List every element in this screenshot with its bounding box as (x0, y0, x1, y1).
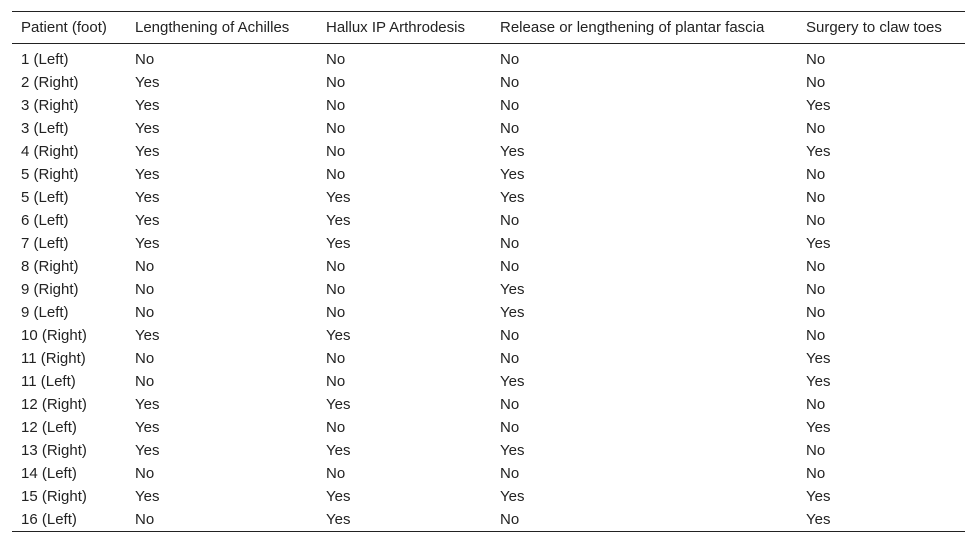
plantar-fascia-cell: Yes (500, 373, 525, 390)
patient-foot-cell: 11 (Left) (21, 373, 76, 390)
table-row (12, 255, 965, 278)
hallux-cell: Yes (326, 212, 351, 229)
achilles-cell: Yes (135, 419, 160, 436)
achilles-cell: No (135, 281, 155, 298)
plantar-fascia-cell: No (500, 511, 520, 528)
hallux-cell: No (326, 465, 346, 482)
patient-foot-cell: 2 (Right) (21, 74, 79, 91)
hallux-cell: No (326, 373, 346, 390)
hallux-cell: No (326, 74, 346, 91)
plantar-fascia-cell: No (500, 327, 520, 344)
patient-foot-cell: 6 (Left) (21, 212, 69, 229)
hallux-cell: No (326, 120, 346, 137)
hallux-cell: No (326, 143, 346, 160)
patient-foot-cell: 5 (Right) (21, 166, 79, 183)
hallux-cell: Yes (326, 189, 351, 206)
patient-foot-cell: 14 (Left) (21, 465, 77, 482)
claw-toes-cell: Yes (806, 488, 831, 505)
claw-toes-cell: No (806, 465, 826, 482)
hallux-cell: Yes (326, 327, 351, 344)
table-row (12, 301, 965, 324)
header-patient-foot: Patient (foot) (21, 19, 107, 36)
table-row (12, 416, 965, 439)
achilles-cell: No (135, 304, 155, 321)
achilles-cell: Yes (135, 442, 160, 459)
plantar-fascia-cell: No (500, 235, 520, 252)
patient-foot-cell: 1 (Left) (21, 51, 69, 68)
plantar-fascia-cell: No (500, 51, 520, 68)
patient-foot-cell: 13 (Right) (21, 442, 87, 459)
table-row (12, 370, 965, 393)
achilles-cell: Yes (135, 235, 160, 252)
plantar-fascia-cell: Yes (500, 143, 525, 160)
patient-foot-cell: 9 (Left) (21, 304, 69, 321)
table-row (12, 44, 965, 72)
table-row (12, 94, 965, 117)
patient-foot-cell: 16 (Left) (21, 511, 77, 528)
surgery-procedures-table (12, 11, 965, 532)
patient-foot-cell: 4 (Right) (21, 143, 79, 160)
achilles-cell: No (135, 465, 155, 482)
table-row (12, 485, 965, 508)
hallux-cell: Yes (326, 235, 351, 252)
table-row (12, 140, 965, 163)
claw-toes-cell: Yes (806, 235, 831, 252)
achilles-cell: Yes (135, 120, 160, 137)
plantar-fascia-cell: Yes (500, 189, 525, 206)
achilles-cell: Yes (135, 488, 160, 505)
hallux-cell: No (326, 304, 346, 321)
plantar-fascia-cell: Yes (500, 166, 525, 183)
table-row (12, 324, 965, 347)
claw-toes-cell: No (806, 396, 826, 413)
hallux-cell: No (326, 166, 346, 183)
header-plantar-fascia-release: Release or lengthening of plantar fascia (500, 19, 765, 36)
patient-foot-cell: 7 (Left) (21, 235, 69, 252)
patient-foot-cell: 12 (Left) (21, 419, 77, 436)
hallux-cell: Yes (326, 442, 351, 459)
claw-toes-cell: No (806, 74, 826, 91)
claw-toes-cell: No (806, 442, 826, 459)
patient-foot-cell: 3 (Right) (21, 97, 79, 114)
table-row (12, 232, 965, 255)
table-row (12, 209, 965, 232)
plantar-fascia-cell: No (500, 212, 520, 229)
patient-foot-cell: 5 (Left) (21, 189, 69, 206)
surgery-table-container (12, 11, 965, 532)
plantar-fascia-cell: Yes (500, 281, 525, 298)
table-row (12, 186, 965, 209)
achilles-cell: Yes (135, 97, 160, 114)
claw-toes-cell: No (806, 212, 826, 229)
achilles-cell: Yes (135, 396, 160, 413)
achilles-cell: Yes (135, 143, 160, 160)
achilles-cell: Yes (135, 327, 160, 344)
table-row (12, 439, 965, 462)
plantar-fascia-cell: No (500, 97, 520, 114)
claw-toes-cell: No (806, 258, 826, 275)
plantar-fascia-cell: No (500, 465, 520, 482)
claw-toes-cell: Yes (806, 419, 831, 436)
claw-toes-cell: No (806, 120, 826, 137)
plantar-fascia-cell: No (500, 120, 520, 137)
hallux-cell: No (326, 419, 346, 436)
patient-foot-cell: 8 (Right) (21, 258, 79, 275)
plantar-fascia-cell: Yes (500, 304, 525, 321)
patient-foot-cell: 9 (Right) (21, 281, 79, 298)
hallux-cell: No (326, 51, 346, 68)
claw-toes-cell: No (806, 281, 826, 298)
header-lengthening-of-achilles: Lengthening of Achilles (135, 19, 290, 36)
plantar-fascia-cell: No (500, 396, 520, 413)
hallux-cell: No (326, 258, 346, 275)
patient-foot-cell: 12 (Right) (21, 396, 87, 413)
achilles-cell: Yes (135, 212, 160, 229)
plantar-fascia-cell: No (500, 258, 520, 275)
patient-foot-cell: 3 (Left) (21, 120, 69, 137)
table-body (12, 44, 965, 532)
patient-foot-cell: 15 (Right) (21, 488, 87, 505)
table-header (12, 12, 965, 44)
hallux-cell: Yes (326, 396, 351, 413)
header-hallux-ip-arthrodesis: Hallux IP Arthrodesis (326, 19, 465, 36)
table-row (12, 71, 965, 94)
achilles-cell: No (135, 511, 155, 528)
achilles-cell: No (135, 51, 155, 68)
claw-toes-cell: Yes (806, 511, 831, 528)
hallux-cell: Yes (326, 511, 351, 528)
claw-toes-cell: No (806, 327, 826, 344)
claw-toes-cell: No (806, 51, 826, 68)
achilles-cell: Yes (135, 74, 160, 91)
achilles-cell: No (135, 350, 155, 367)
hallux-cell: Yes (326, 488, 351, 505)
achilles-cell: Yes (135, 189, 160, 206)
plantar-fascia-cell: Yes (500, 488, 525, 505)
achilles-cell: No (135, 373, 155, 390)
plantar-fascia-cell: No (500, 74, 520, 91)
achilles-cell: No (135, 258, 155, 275)
claw-toes-cell: Yes (806, 143, 831, 160)
hallux-cell: No (326, 350, 346, 367)
claw-toes-cell: No (806, 189, 826, 206)
table-row (12, 462, 965, 485)
header-surgery-to-claw-toes: Surgery to claw toes (806, 19, 942, 36)
plantar-fascia-cell: Yes (500, 442, 525, 459)
table-row (12, 278, 965, 301)
table-row (12, 508, 965, 532)
hallux-cell: No (326, 97, 346, 114)
claw-toes-cell: No (806, 166, 826, 183)
plantar-fascia-cell: No (500, 419, 520, 436)
claw-toes-cell: No (806, 304, 826, 321)
claw-toes-cell: Yes (806, 97, 831, 114)
header-row (12, 12, 965, 44)
hallux-cell: No (326, 281, 346, 298)
claw-toes-cell: Yes (806, 373, 831, 390)
table-row (12, 117, 965, 140)
plantar-fascia-cell: No (500, 350, 520, 367)
claw-toes-cell: Yes (806, 350, 831, 367)
patient-foot-cell: 10 (Right) (21, 327, 87, 344)
achilles-cell: Yes (135, 166, 160, 183)
table-row (12, 393, 965, 416)
table-row (12, 347, 965, 370)
patient-foot-cell: 11 (Right) (21, 350, 86, 367)
table-row (12, 163, 965, 186)
